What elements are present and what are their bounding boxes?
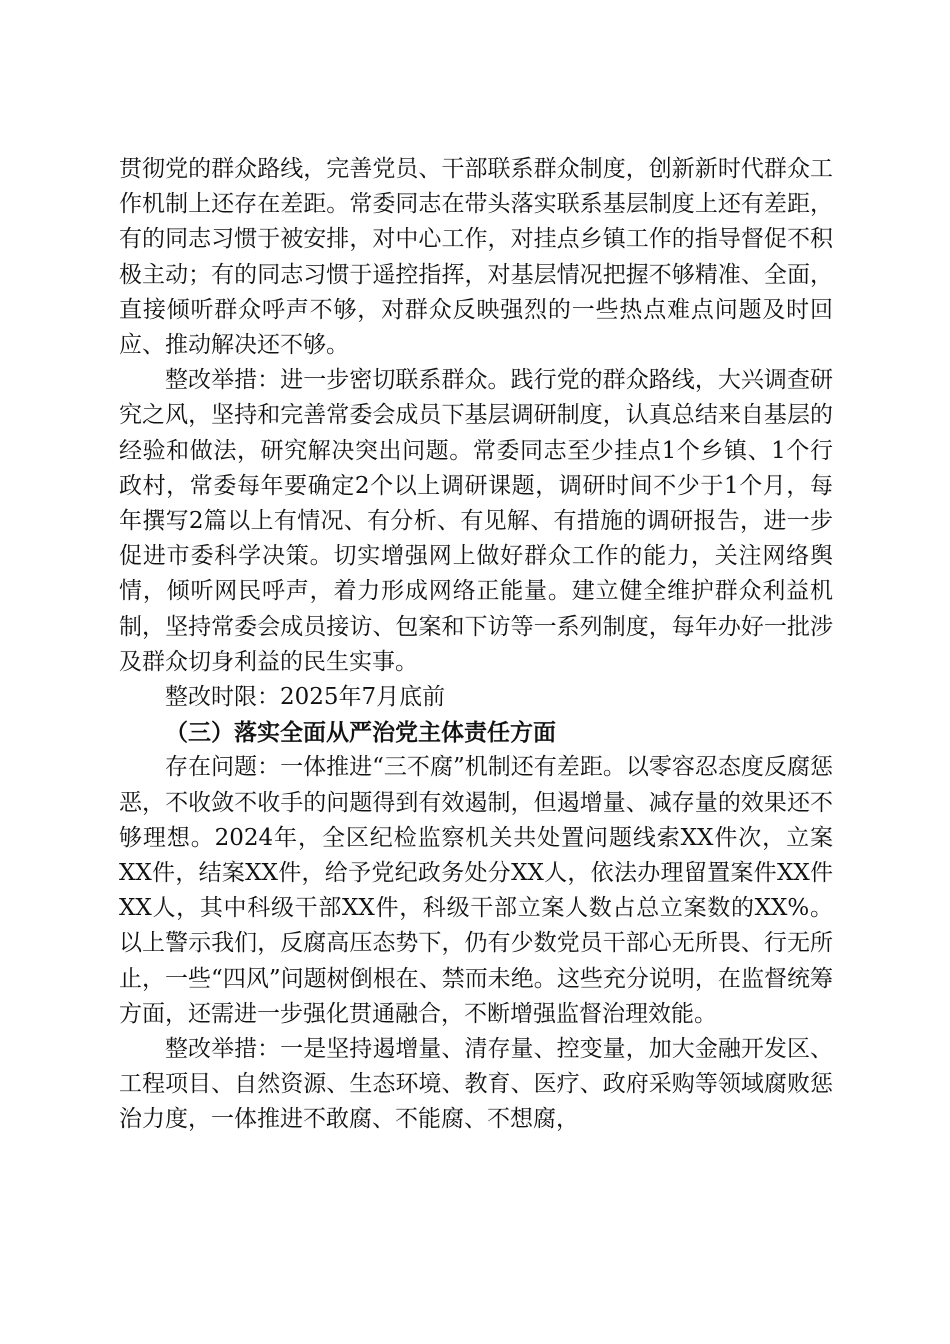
section-heading-3: （三）落实全面从严治党主体责任方面 <box>165 719 556 747</box>
document-page <box>119 152 833 1138</box>
paragraph-rectification-measures-1: 整改举措：进一步密切联系群众。践行党的群众路线，大兴调查研究之风，坚持和完善常委会成员下基层调研制度，认真总结来自基层的经验和做法，研究解决突出问题。常委同志至少挂点1个乡镇、1个行政村，常委每年要确定2个以上调研课题，调研时间不少于1个月，每年撰写2篇以上有情况、有分析、有见解、有措施的调研报告，进一步促进市委科学决策。切实增强网上做好群众工作的能力，关注网络舆情，倾听网民呼声，着力形成网络正能量。建立健全维护群众利益机制，坚持常委会成员接访、包案和下访等一系列制度，每年办好一批涉及群众切身利益的民生实事。 <box>119 367 833 675</box>
paragraph-continuation: 贯彻党的群众路线，完善党员、干部联系群众制度，创新新时代群众工作机制上还存在差距。常委同志在带头落实联系基层制度上还有差距，有的同志习惯于被安排，对中心工作，对挂点乡镇工作的指导督促不积极主动；有的同志习惯于遥控指挥，对基层情况把握不够精准、全面，直接倾听群众呼声不够，对群众反映强烈的一些热点难点问题及时回应、推动解决还不够。 <box>119 156 833 359</box>
paragraph-rectification-measures-2: 整改举措：一是坚持遏增量、清存量、控变量，加大金融开发区、工程项目、自然资源、生态环境、教育、医疗、政府采购等领域腐败惩治力度，一体推进不敢腐、不能腐、不想腐， <box>119 1036 833 1133</box>
paragraph-existing-problems: 存在问题：一体推进“三不腐”机制还有差距。以零容忍态度反腐惩恶，不收敛不收手的问题得到有效遏制，但遏增量、减存量的效果还不够理想。2024年，全区纪检监察机关共处置问题线索XX件次，立案XX件，结案XX件，给予党纪政务处分XX人，依法办理留置案件XX件XX人，其中科级干部XX件，科级干部立案人数占总立案数的XX%。以上警示我们，反腐高压态势下，仍有少数党员干部心无所畏、行无所止，一些“四风”问题树倒根在、禁而未绝。这些充分说明，在监督统筹方面，还需进一步强化贯通融合，不断增强监督治理效能。 <box>119 754 833 1027</box>
paragraph-rectification-deadline: 整改时限：2025年7月底前 <box>165 684 446 711</box>
